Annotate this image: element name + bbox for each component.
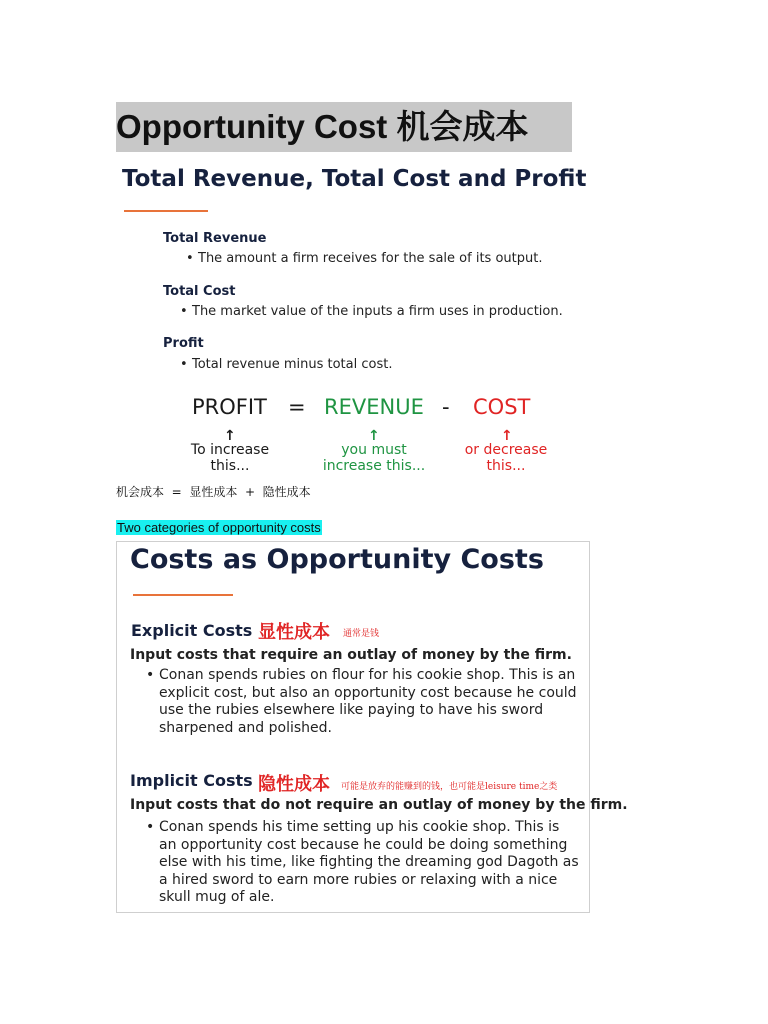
highlighted-caption: Two categories of opportunity costs	[117, 520, 321, 535]
accent-underline	[124, 210, 208, 212]
explicit-costs-example: • Conan spends rubies on flour for his cookie shop. This is an explicit cost, but also an opportunity cost because he could use the rubies elsewhere like paying to have his sword sharpened and polished.	[159, 667, 579, 737]
total-cost-desc: • The market value of the inputs a firm uses in production.	[192, 304, 563, 319]
explicit-costs-cn-note: 通常是钱	[343, 629, 380, 639]
up-arrow-icon: ↑	[501, 428, 513, 444]
explicit-costs-label: Explicit Costs	[131, 621, 253, 640]
implicit-costs-cn-note: 可能是放弃的能赚到的钱，也可能是leisure time之类	[341, 782, 558, 792]
revenue-cost-profit-slide	[116, 158, 612, 476]
implicit-costs-definition: Input costs that do not require an outlay of money by the firm.	[130, 797, 628, 813]
caption-cost: or decrease this...	[464, 442, 548, 474]
explicit-costs-cn: 显性成本	[258, 622, 330, 643]
caption-revenue: you must increase this...	[322, 442, 426, 474]
profit-label: Profit	[163, 336, 204, 351]
implicit-costs-example: • Conan spends his time setting up his cookie shop. This is an opportunity cost because he could be doing something else with his time, like fighting the dreaming god Dagoth as a hired sword to earn more rubies or relaxing with a nice skull mug of ale.	[159, 819, 579, 907]
opportunity-cost-formula: 机会成本 = 显性成本 + 隐性成本	[116, 485, 311, 499]
eq-equals: =	[288, 395, 306, 419]
accent-underline	[133, 594, 233, 596]
eq-revenue: REVENUE	[324, 395, 424, 419]
total-revenue-desc: • The amount a firm receives for the sale of its output.	[198, 251, 542, 266]
profit-desc: • Total revenue minus total cost.	[192, 357, 392, 372]
slide-heading: Costs as Opportunity Costs	[130, 544, 544, 575]
caption-profit: To increase this...	[190, 442, 270, 474]
page-title: Opportunity Cost 机会成本	[116, 102, 572, 152]
total-revenue-label: Total Revenue	[163, 231, 267, 246]
up-arrow-icon: ↑	[224, 428, 236, 444]
total-cost-label: Total Cost	[163, 284, 236, 299]
eq-profit: PROFIT	[192, 395, 267, 419]
implicit-costs-cn: 隐性成本	[258, 774, 330, 795]
eq-cost: COST	[473, 395, 531, 419]
explicit-costs-definition: Input costs that require an outlay of money by the firm.	[130, 647, 572, 663]
implicit-costs-label: Implicit Costs	[130, 771, 253, 790]
eq-minus: -	[442, 395, 450, 419]
up-arrow-icon: ↑	[368, 428, 380, 444]
slide-heading: Total Revenue, Total Cost and Profit	[122, 166, 587, 192]
costs-as-opportunity-costs-slide	[116, 541, 628, 913]
